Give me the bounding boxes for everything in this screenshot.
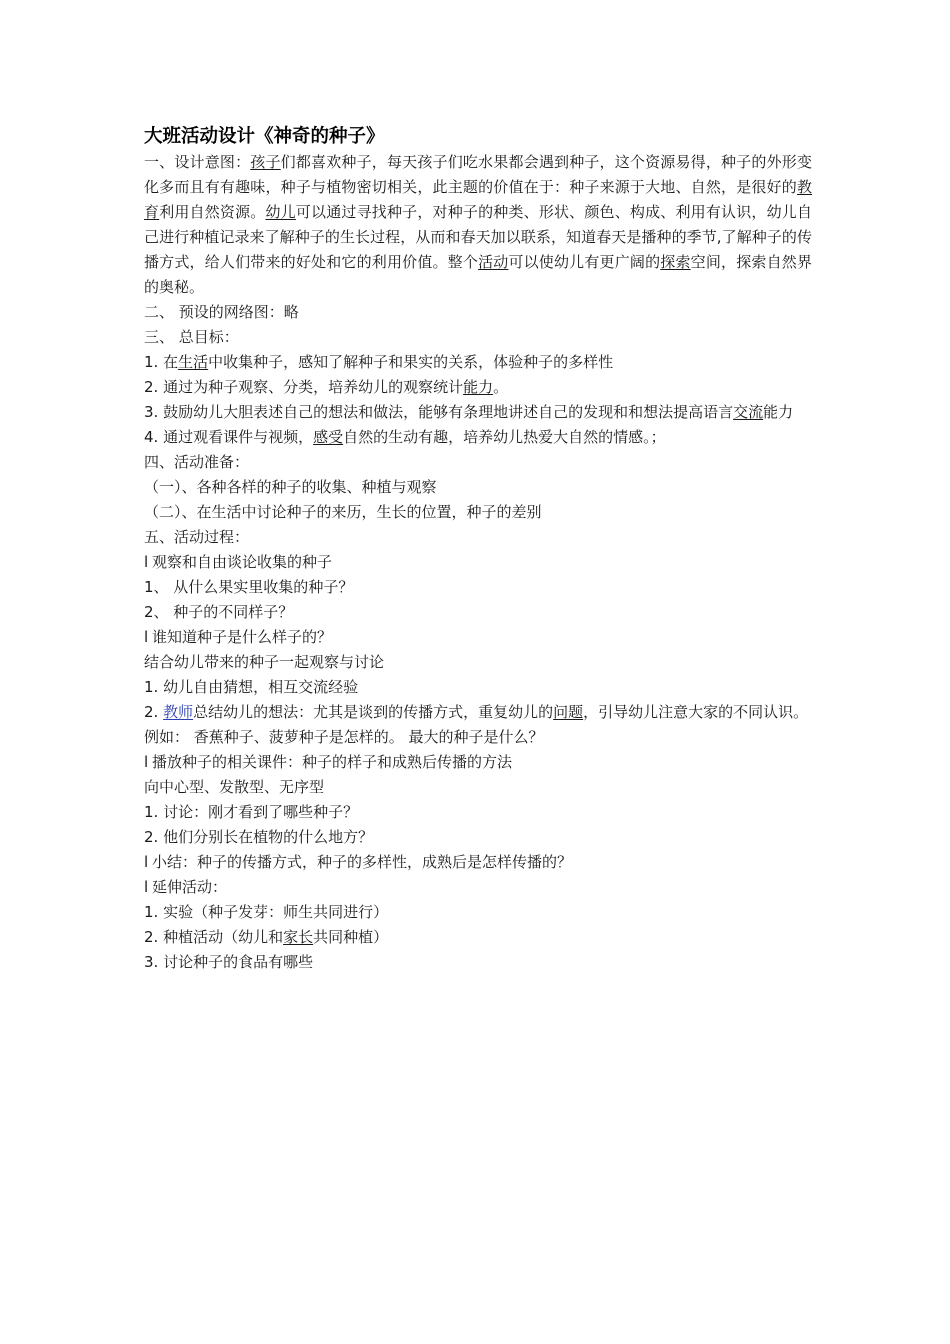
link-explore[interactable]: 探索 xyxy=(660,253,691,271)
step-c2 xyxy=(144,700,812,725)
goal-1-text: 中收集种子，感知了解种子和果实的关系，体验种子的多样性 xyxy=(208,353,614,371)
discussion-2: 2. 他们分别长在植物的什么地方？ xyxy=(144,828,374,846)
process-bullet-5 xyxy=(144,875,812,900)
link-kids[interactable]: 幼儿 xyxy=(265,203,296,221)
link-life[interactable]: 生活 xyxy=(178,353,209,371)
extension-2 xyxy=(144,925,812,950)
link-communication[interactable]: 交流 xyxy=(733,403,764,421)
link-parents[interactable]: 家长 xyxy=(283,928,314,946)
intro-text-3: 可以通过寻找种子，对种子的种类、形状、颜色、构成、利用有认识，幼儿自己进行种植记录来了解种子的生长过程，从而和春天加以联系，知道春天是播种的季节,了解种子的传播方式，给人们带来的好处和它的利用价值。整个 xyxy=(144,203,812,271)
discussion-1: 1. 讨论：刚才看到了哪些种子？ xyxy=(144,803,359,821)
example-line: 例如： 香蕉种子、菠萝种子是怎样的。 最大的种子是什么？ xyxy=(144,728,544,746)
link-teacher[interactable]: 教师 xyxy=(163,703,194,721)
question-1: 1、 从什么果实里收集的种子？ xyxy=(144,578,354,596)
bullet-marker: l xyxy=(144,853,149,871)
prep-item-2: （二）、在生活中讨论种子的来历，生长的位置，种子的差别 xyxy=(144,503,542,521)
extension-2-suffix: 共同种植） xyxy=(313,928,389,946)
link-ability[interactable]: 能力 xyxy=(463,378,494,396)
extension-3: 3. 讨论种子的食品有哪些 xyxy=(144,953,314,971)
goal-3-suffix: 能力 xyxy=(763,403,794,421)
process-bullet-2 xyxy=(144,625,812,650)
process-bullet-3 xyxy=(144,750,812,775)
goal-3-text: 3. 鼓励幼儿大胆表述自己的想法和做法，能够有条理地讲述自己的发现和和想法提高语言 xyxy=(144,403,734,421)
bullet-marker: l xyxy=(144,753,149,771)
goal-4-suffix: 自然的生动有趣，培养幼儿热爱大自然的情感。； xyxy=(343,428,666,446)
goal-1 xyxy=(144,350,812,375)
goal-2-text: 2. 通过为种子观察、分类，培养幼儿的观察统计 xyxy=(144,378,464,396)
document-title: 大班活动设计《神奇的种子》 xyxy=(144,126,385,147)
step-c2-text-1: 总结幼儿的想法：尤其是谈到的传播方式，重复幼儿的 xyxy=(193,703,554,721)
types-line: 向中心型、发散型、无序型 xyxy=(144,778,325,796)
link-education[interactable]: 教育 xyxy=(144,178,812,221)
extension-2-prefix: 2. 种植活动（幼儿和 xyxy=(144,928,284,946)
process-bullet-5-text: 延伸活动： xyxy=(152,878,228,896)
intro-text-4: 可以使幼儿有更广阔的 xyxy=(508,253,661,271)
bullet-marker: l xyxy=(144,553,149,571)
section-preparation-heading: 四、活动准备： xyxy=(144,453,250,471)
process-bullet-4-text: 小结：种子的传播方式，种子的多样性，成熟后是怎样传播的？ xyxy=(152,853,573,871)
intro-text-1: 们都喜欢种子，每天孩子们吃水果都会遇到种子，这个资源易得，种子的外形变化多而且有有趣味，种子与植物密切相关，此主题的价值在于：种子来源于大地、自然，是很好的 xyxy=(144,153,812,196)
link-children[interactable]: 孩子 xyxy=(250,153,281,171)
goal-3 xyxy=(144,400,812,425)
process-bullet-1 xyxy=(144,550,812,575)
document-page xyxy=(144,124,812,975)
process-bullet-4 xyxy=(144,850,812,875)
section-goals-heading: 三、 总目标： xyxy=(144,328,239,346)
design-intent-paragraph xyxy=(144,150,812,300)
process-bullet-1-text: 观察和自由谈论收集的种子 xyxy=(152,553,333,571)
link-feel[interactable]: 感受 xyxy=(313,428,344,446)
section-network: 二、 预设的网络图：略 xyxy=(144,303,299,321)
process-bullet-2-text: 谁知道种子是什么样子的？ xyxy=(152,628,333,646)
extension-1: 1. 实验（种子发芽：师生共同进行） xyxy=(144,903,389,921)
goal-2 xyxy=(144,375,812,400)
step-c2-prefix: 2. xyxy=(144,703,164,721)
bullet-marker: l xyxy=(144,878,149,896)
link-activity[interactable]: 活动 xyxy=(478,253,509,271)
process-bullet-3-text: 播放种子的相关课件：种子的样子和成熟后传播的方法 xyxy=(152,753,513,771)
goal-4-text: 4. 通过观看课件与视频， xyxy=(144,428,314,446)
combine-line: 结合幼儿带来的种子一起观察与讨论 xyxy=(144,653,385,671)
step-c1: 1. 幼儿自由猜想，相互交流经验 xyxy=(144,678,359,696)
intro-text-2: 利用自然资源。 xyxy=(159,203,266,221)
link-question[interactable]: 问题 xyxy=(553,703,584,721)
step-c2-text-2: ，引导幼儿注意大家的不同认识。 xyxy=(583,703,809,721)
bullet-marker: l xyxy=(144,628,149,646)
goal-4 xyxy=(144,425,812,450)
prep-item-1: （一）、各种各样的种子的收集、种植与观察 xyxy=(144,478,437,496)
question-2: 2、 种子的不同样子？ xyxy=(144,603,294,621)
intro-text-5: 空间，探索自然界的奥秘。 xyxy=(144,253,812,296)
intro-prefix: 一、设计意图： xyxy=(144,153,251,171)
goal-1-prefix: 1. 在 xyxy=(144,353,179,371)
section-process-heading: 五、活动过程： xyxy=(144,528,250,546)
goal-2-suffix: 。 xyxy=(493,378,509,396)
